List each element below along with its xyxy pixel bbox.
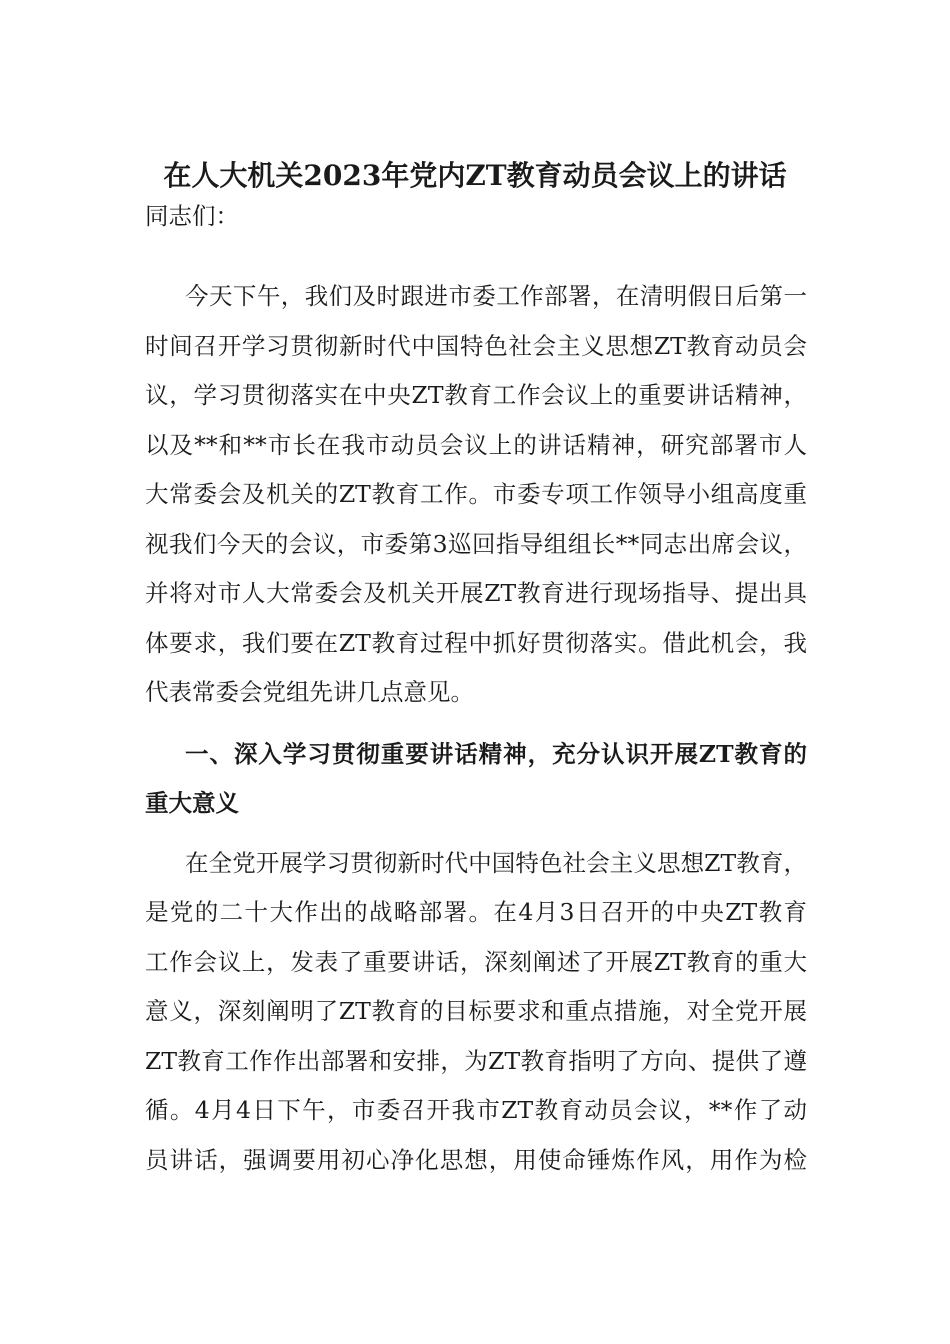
paragraph-line: 以及**和**市长在我市动员会议上的讲话精神，研究部署市人: [145, 431, 807, 459]
paragraph-line: 议，学习贯彻落实在中央ZT教育工作会议上的重要讲话精神，: [145, 381, 807, 409]
paragraph-line: 视我们今天的会议，市委第3巡回指导组组长**同志出席会议，: [145, 530, 807, 558]
paragraph-line: 大常委会及机关的ZT教育工作。市委专项工作领导小组高度重: [145, 480, 807, 508]
heading-line: 一、深入学习贯彻重要讲话精神，充分认识开展ZT教育的: [185, 740, 807, 768]
paragraph-line: 并将对市人大常委会及机关开展ZT教育进行现场指导、提出具: [145, 579, 807, 607]
paragraph-line: 时间召开学习贯彻新时代中国特色社会主义思想ZT教育动员会: [145, 332, 807, 360]
paragraph-line: 体要求，我们要在ZT教育过程中抓好贯彻落实。借此机会，我: [145, 629, 807, 657]
paragraph-line: 意义，深刻阐明了ZT教育的目标要求和重点措施，对全党开展: [145, 997, 807, 1025]
paragraph-line: 是党的二十大作出的战略部署。在4月3日召开的中央ZT教育: [145, 898, 807, 926]
paragraph-line: 员讲话，强调要用初心净化思想，用使命锤炼作风，用作为检: [145, 1146, 807, 1174]
paragraph-line: 今天下午，我们及时跟进市委工作部署，在清明假日后第一: [185, 282, 807, 310]
paragraph-line: ZT教育工作作出部署和安排，为ZT教育指明了方向、提供了遵: [145, 1047, 807, 1075]
document-title: 在人大机关2023年党内ZT教育动员会议上的讲话: [163, 159, 787, 192]
paragraph-line: 循。4月4日下午，市委召开我市ZT教育动员会议，**作了动: [145, 1096, 807, 1124]
salutation: 同志们：: [145, 202, 239, 230]
paragraph-line: 代表常委会党组先讲几点意见。: [145, 678, 474, 706]
paragraph-line: 工作会议上，发表了重要讲话，深刻阐述了开展ZT教育的重大: [145, 948, 807, 976]
heading-line: 重大意义: [145, 789, 239, 817]
paragraph-line: 在全党开展学习贯彻新时代中国特色社会主义思想ZT教育，: [185, 849, 807, 877]
